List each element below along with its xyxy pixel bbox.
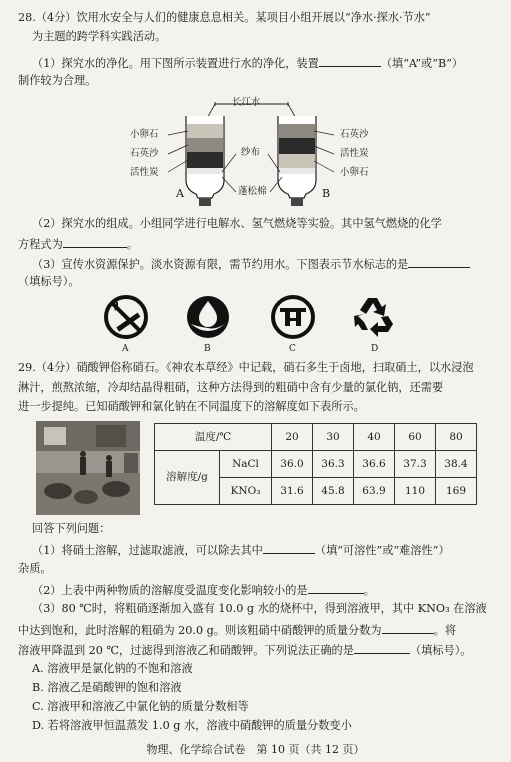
device-b-label: B bbox=[322, 187, 331, 200]
value-cell: 169 bbox=[436, 478, 477, 505]
answer-blank[interactable] bbox=[408, 257, 470, 268]
q28-part2-line bbox=[18, 237, 138, 250]
q28-part1-hint: （填“A”或“B”） bbox=[380, 57, 464, 70]
carbon-layer-a bbox=[187, 152, 223, 168]
table-row bbox=[155, 424, 477, 451]
value-cell: 36.6 bbox=[354, 451, 395, 478]
pebble-layer-b bbox=[279, 154, 315, 168]
value-cell: 36.0 bbox=[272, 451, 313, 478]
q29-part1-line bbox=[32, 543, 450, 556]
answer-blank[interactable] bbox=[263, 543, 315, 554]
answer-prompt: 回答下列问题： bbox=[32, 522, 111, 535]
q28-title: 28.（4分）饮用水安全与人们的健康息息相关。某项目小组开展以“净水·探水·节水” bbox=[18, 11, 431, 24]
value-cell: 31.6 bbox=[272, 478, 313, 505]
recycle-icon bbox=[350, 292, 400, 340]
left-layer-label-3: 活性炭 bbox=[130, 167, 159, 178]
gauze-label: 纱布 bbox=[241, 147, 261, 158]
icon-caption-a: A bbox=[122, 344, 129, 354]
q28-part1-line bbox=[32, 56, 463, 69]
q29-part3-text-3: 溶液甲降温到 20 ℃，过滤得到溶液乙和硝酸钾。下列说法正确的是 bbox=[18, 644, 354, 657]
value-cell: 36.3 bbox=[313, 451, 354, 478]
q29-part3-line-1: （3）80 ℃时，将粗硝逐渐加入盛有 10.0 g 水的烧杯中，得到溶液甲，其中 KNO₃ 在溶液 bbox=[32, 602, 487, 615]
value-cell: 38.4 bbox=[436, 451, 477, 478]
substance-name: NaCl bbox=[220, 451, 272, 478]
answer-blank[interactable] bbox=[308, 583, 364, 594]
q28-part3-line bbox=[32, 257, 470, 270]
q29-line-3: 进一步提纯。已知硝酸钾和氯化钠在不同温度下的溶解度如下表所示。 bbox=[18, 400, 365, 413]
answer-blank[interactable] bbox=[354, 643, 410, 654]
page-footer: 物理、化学综合试卷 第 10 页（共 12 页） bbox=[146, 743, 365, 756]
q29-part3-line-2 bbox=[18, 623, 456, 636]
option-d: D. 若将溶液甲恒温蒸发 1.0 g 水，溶液中硝酸钾的质量分数变小 bbox=[32, 719, 352, 732]
water-drop-hand-icon bbox=[185, 294, 231, 340]
right-layer-label-1: 石英沙 bbox=[340, 129, 369, 140]
icon-caption-b: B bbox=[204, 344, 211, 354]
temp-cell: 80 bbox=[436, 424, 477, 451]
river-water-label: 长江水 bbox=[232, 97, 261, 108]
solubility-table bbox=[154, 423, 477, 505]
q28-part2-prefix: 方程式为 bbox=[18, 238, 63, 251]
quartz-layer-a bbox=[187, 138, 223, 152]
q29-part3-line-3 bbox=[18, 643, 471, 656]
q29-part2-text: （2）上表中两种物质的溶解度受温度变化影响较小的是 bbox=[32, 584, 308, 597]
q29-part1-text: （1）将硝土溶解，过滤取滤液，可以除去其中 bbox=[32, 544, 263, 557]
value-cell: 63.9 bbox=[354, 478, 395, 505]
solubility-header: 溶解度/g bbox=[155, 451, 220, 505]
q29-part1-hint: （填“可溶性”或“难溶性”） bbox=[314, 544, 450, 557]
q29-part3-text-2-end: 。将 bbox=[433, 624, 457, 637]
icon-caption-d: D bbox=[371, 344, 379, 354]
faucet-icon bbox=[270, 294, 316, 340]
left-layer-label-1: 小卵石 bbox=[130, 129, 159, 140]
q28-part1-text: （1）探究水的净化。用下图所示装置进行水的净化，装置 bbox=[32, 57, 319, 70]
answer-blank[interactable] bbox=[63, 237, 127, 248]
q29-part3-text-2: 中达到饱和，此时溶解的粗硝为 20.0 g。则该粗硝中硝酸钾的质量分数为 bbox=[18, 624, 382, 637]
option-a: A. 溶液甲是氯化钠的不饱和溶液 bbox=[32, 662, 193, 675]
q29-part3-text-3-end: （填标号）。 bbox=[409, 644, 472, 657]
q29-part1-end: 杂质。 bbox=[18, 562, 52, 575]
q28-title-cont: 为主题的跨学科实践活动。 bbox=[32, 30, 167, 43]
value-cell: 110 bbox=[395, 478, 436, 505]
device-a-label: A bbox=[176, 187, 184, 200]
q29-part2-line bbox=[32, 583, 375, 596]
pebble-layer-a bbox=[187, 124, 223, 138]
no-smoking-icon bbox=[103, 294, 149, 340]
substance-name: KNO₃ bbox=[220, 478, 272, 505]
q28-part1-end: 制作较为合理。 bbox=[18, 74, 97, 87]
icon-caption-c: C bbox=[289, 344, 296, 354]
right-layer-label-2: 活性炭 bbox=[340, 148, 369, 159]
q29-line-1: 29.（4分）硝酸钾俗称硝石。《神农本草经》中记载，硝石多生于卤地，扫取硝土，以水浸泡 bbox=[18, 361, 474, 374]
answer-blank[interactable] bbox=[319, 56, 381, 67]
quartz-layer-b bbox=[279, 124, 315, 138]
table-row bbox=[155, 451, 477, 478]
option-c: C. 溶液甲和溶液乙中氯化钠的质量分数相等 bbox=[32, 700, 249, 713]
q28-part3-end: （填标号）。 bbox=[18, 275, 80, 288]
temp-cell: 20 bbox=[272, 424, 313, 451]
temp-cell: 30 bbox=[313, 424, 354, 451]
cotton-label: 蓬松棉 bbox=[238, 186, 267, 197]
q29-line-2: 淋汁，煎熬浓缩，冷却结晶得粗硝，这种方法得到的粗硝中含有少量的氯化钠，还需要 bbox=[18, 381, 444, 394]
value-cell: 45.8 bbox=[313, 478, 354, 505]
q28-part2-end: 。 bbox=[126, 238, 138, 251]
ancient-workshop-illustration bbox=[36, 421, 140, 515]
q28-part3-text: （3）宣传水资源保护。淡水资源有限，需节约用水。下图表示节水标志的是 bbox=[32, 258, 409, 271]
temp-cell: 40 bbox=[354, 424, 395, 451]
value-cell: 37.3 bbox=[395, 451, 436, 478]
q29-part2-end: 。 bbox=[363, 584, 375, 597]
right-layer-label-3: 小卵石 bbox=[340, 167, 369, 178]
left-layer-label-2: 石英沙 bbox=[130, 148, 159, 159]
option-b: B. 溶液乙是硝酸钾的饱和溶液 bbox=[32, 681, 182, 694]
temp-header: 温度/℃ bbox=[155, 424, 272, 451]
q28-part2-text: （2）探究水的组成。小组同学进行电解水、氢气燃烧等实验。其中氢气燃烧的化学 bbox=[32, 217, 442, 230]
carbon-layer-b bbox=[279, 138, 315, 154]
answer-blank[interactable] bbox=[382, 623, 434, 634]
temp-cell: 60 bbox=[395, 424, 436, 451]
